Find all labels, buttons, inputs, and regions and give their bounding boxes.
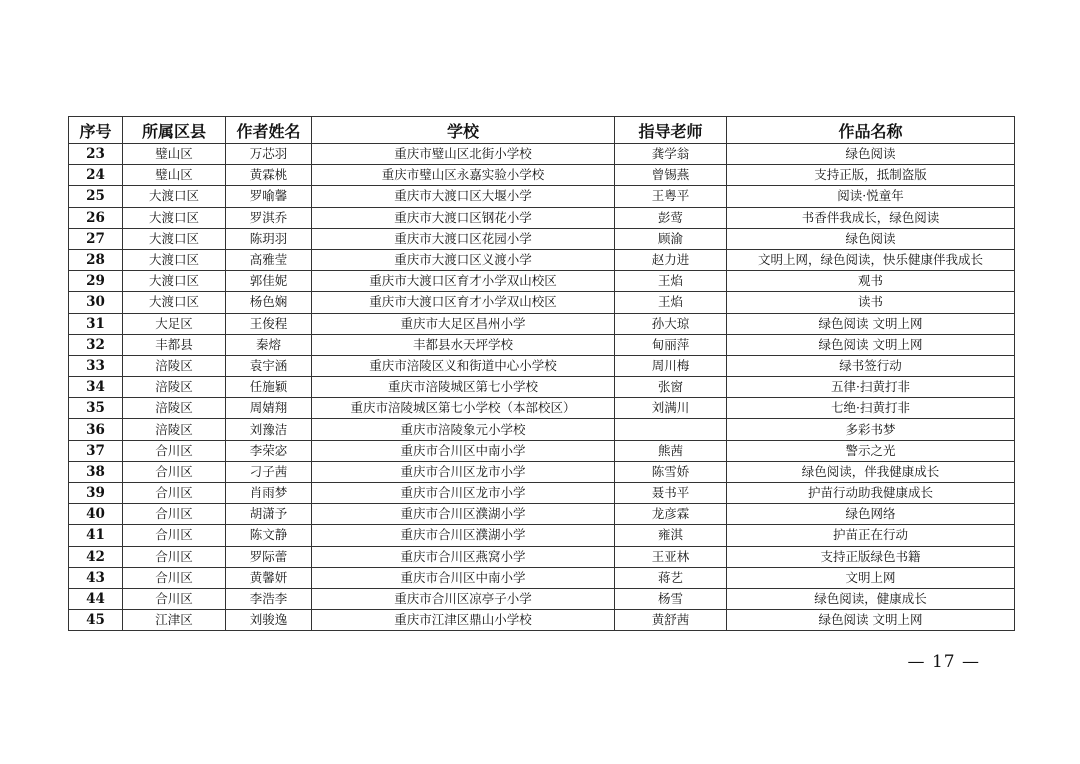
cell-school: 重庆市璧山区永嘉实验小学校 xyxy=(312,165,615,186)
table-row xyxy=(69,504,1015,525)
cell-instructor: 龚学翁 xyxy=(615,144,727,165)
cell-serial-number: 29 xyxy=(69,271,123,292)
cell-school: 重庆市合川区凉亭子小学 xyxy=(312,588,615,609)
cell-serial-number: 42 xyxy=(69,546,123,567)
cell-instructor: 甸丽萍 xyxy=(615,334,727,355)
table-row xyxy=(69,567,1015,588)
cell-work-title: 七绝·扫黄打非 xyxy=(727,398,1015,419)
cell-serial-number: 25 xyxy=(69,186,123,207)
cell-instructor: 黄舒茜 xyxy=(615,610,727,631)
cell-author-name: 刘豫洁 xyxy=(226,419,312,440)
cell-school: 重庆市大渡口区义渡小学 xyxy=(312,249,615,270)
cell-school: 重庆市合川区中南小学 xyxy=(312,440,615,461)
cell-instructor: 王焰 xyxy=(615,292,727,313)
table-row xyxy=(69,292,1015,313)
cell-school: 重庆市合川区龙市小学 xyxy=(312,483,615,504)
table-row xyxy=(69,249,1015,270)
table-row xyxy=(69,165,1015,186)
cell-school: 重庆市大渡口区育才小学双山校区 xyxy=(312,292,615,313)
cell-author-name: 陈玥羽 xyxy=(226,228,312,249)
cell-work-title: 护苗正在行动 xyxy=(727,525,1015,546)
cell-district: 璧山区 xyxy=(123,165,226,186)
cell-district: 合川区 xyxy=(123,567,226,588)
cell-work-title: 绿色阅读，伴我健康成长 xyxy=(727,461,1015,482)
cell-serial-number: 30 xyxy=(69,292,123,313)
table-row xyxy=(69,228,1015,249)
cell-school: 重庆市江津区鼎山小学校 xyxy=(312,610,615,631)
cell-work-title: 支持正版，抵制盗版 xyxy=(727,165,1015,186)
cell-work-title: 书香伴我成长，绿色阅读 xyxy=(727,207,1015,228)
cell-serial-number: 35 xyxy=(69,398,123,419)
header-work-title: 作品名称 xyxy=(727,117,1015,144)
cell-serial-number: 33 xyxy=(69,355,123,376)
cell-author-name: 万芯羽 xyxy=(226,144,312,165)
cell-instructor: 顾渝 xyxy=(615,228,727,249)
cell-serial-number: 44 xyxy=(69,588,123,609)
cell-instructor: 曾锡燕 xyxy=(615,165,727,186)
cell-instructor: 聂书平 xyxy=(615,483,727,504)
cell-district: 大渡口区 xyxy=(123,292,226,313)
cell-author-name: 高雅莹 xyxy=(226,249,312,270)
table-row xyxy=(69,207,1015,228)
cell-school: 重庆市合川区濮湖小学 xyxy=(312,525,615,546)
cell-district: 合川区 xyxy=(123,483,226,504)
cell-work-title: 五律·扫黄打非 xyxy=(727,377,1015,398)
cell-author-name: 袁宇涵 xyxy=(226,355,312,376)
cell-work-title: 绿色阅读 xyxy=(727,144,1015,165)
cell-district: 大渡口区 xyxy=(123,228,226,249)
cell-serial-number: 23 xyxy=(69,144,123,165)
cell-school: 重庆市合川区濮湖小学 xyxy=(312,504,615,525)
cell-serial-number: 27 xyxy=(69,228,123,249)
cell-district: 合川区 xyxy=(123,504,226,525)
cell-school: 重庆市大渡口区花园小学 xyxy=(312,228,615,249)
cell-author-name: 刘骏逸 xyxy=(226,610,312,631)
cell-instructor: 刘满川 xyxy=(615,398,727,419)
cell-instructor: 王焰 xyxy=(615,271,727,292)
table-row xyxy=(69,483,1015,504)
cell-serial-number: 40 xyxy=(69,504,123,525)
cell-school: 重庆市涪陵城区第七小学校 xyxy=(312,377,615,398)
cell-instructor: 王粤平 xyxy=(615,186,727,207)
cell-school: 重庆市大渡口区育才小学双山校区 xyxy=(312,271,615,292)
table-row xyxy=(69,440,1015,461)
cell-author-name: 任施颖 xyxy=(226,377,312,398)
cell-serial-number: 41 xyxy=(69,525,123,546)
cell-author-name: 黄霖桃 xyxy=(226,165,312,186)
table-body xyxy=(69,144,1015,631)
cell-work-title: 绿色网络 xyxy=(727,504,1015,525)
cell-school: 重庆市涪陵城区第七小学校（本部校区） xyxy=(312,398,615,419)
header-instructor: 指导老师 xyxy=(615,117,727,144)
cell-school: 重庆市大渡口区钢花小学 xyxy=(312,207,615,228)
cell-district: 大足区 xyxy=(123,313,226,334)
cell-work-title: 绿色阅读 文明上网 xyxy=(727,334,1015,355)
cell-district: 合川区 xyxy=(123,588,226,609)
cell-work-title: 多彩书梦 xyxy=(727,419,1015,440)
cell-district: 涪陵区 xyxy=(123,398,226,419)
cell-district: 涪陵区 xyxy=(123,355,226,376)
cell-school: 重庆市涪陵象元小学校 xyxy=(312,419,615,440)
cell-serial-number: 31 xyxy=(69,313,123,334)
cell-serial-number: 39 xyxy=(69,483,123,504)
table-row xyxy=(69,377,1015,398)
cell-instructor: 孙大琼 xyxy=(615,313,727,334)
cell-author-name: 罗喻馨 xyxy=(226,186,312,207)
cell-district: 大渡口区 xyxy=(123,207,226,228)
cell-author-name: 肖雨梦 xyxy=(226,483,312,504)
cell-school: 重庆市合川区燕窝小学 xyxy=(312,546,615,567)
table-row xyxy=(69,144,1015,165)
cell-work-title: 绿色阅读 文明上网 xyxy=(727,610,1015,631)
cell-author-name: 罗际蕾 xyxy=(226,546,312,567)
cell-work-title: 支持正版绿色书籍 xyxy=(727,546,1015,567)
cell-author-name: 黄馨妍 xyxy=(226,567,312,588)
cell-district: 璧山区 xyxy=(123,144,226,165)
cell-instructor: 彭莺 xyxy=(615,207,727,228)
cell-district: 涪陵区 xyxy=(123,377,226,398)
table-row xyxy=(69,461,1015,482)
cell-school: 丰都县水天坪学校 xyxy=(312,334,615,355)
cell-district: 合川区 xyxy=(123,525,226,546)
cell-work-title: 观书 xyxy=(727,271,1015,292)
cell-district: 合川区 xyxy=(123,440,226,461)
cell-work-title: 文明上网 xyxy=(727,567,1015,588)
cell-work-title: 文明上网，绿色阅读，快乐健康伴我成长 xyxy=(727,249,1015,270)
cell-instructor: 龙彦霖 xyxy=(615,504,727,525)
cell-school: 重庆市涪陵区义和街道中心小学校 xyxy=(312,355,615,376)
table-row xyxy=(69,398,1015,419)
table-row xyxy=(69,186,1015,207)
cell-serial-number: 45 xyxy=(69,610,123,631)
table-row xyxy=(69,610,1015,631)
cell-instructor: 杨雪 xyxy=(615,588,727,609)
cell-instructor: 张窗 xyxy=(615,377,727,398)
cell-author-name: 李荣宓 xyxy=(226,440,312,461)
cell-school: 重庆市合川区中南小学 xyxy=(312,567,615,588)
table-row xyxy=(69,355,1015,376)
cell-work-title: 警示之光 xyxy=(727,440,1015,461)
cell-instructor: 熊茜 xyxy=(615,440,727,461)
cell-work-title: 绿色阅读 xyxy=(727,228,1015,249)
cell-instructor: 王亚林 xyxy=(615,546,727,567)
cell-author-name: 陈文静 xyxy=(226,525,312,546)
cell-district: 大渡口区 xyxy=(123,271,226,292)
table-row xyxy=(69,525,1015,546)
table-row xyxy=(69,313,1015,334)
cell-work-title: 阅读·悦童年 xyxy=(727,186,1015,207)
cell-district: 大渡口区 xyxy=(123,186,226,207)
cell-school: 重庆市璧山区北街小学校 xyxy=(312,144,615,165)
table-row xyxy=(69,588,1015,609)
cell-serial-number: 38 xyxy=(69,461,123,482)
cell-district: 丰都县 xyxy=(123,334,226,355)
cell-serial-number: 37 xyxy=(69,440,123,461)
cell-school: 重庆市合川区龙市小学 xyxy=(312,461,615,482)
cell-school: 重庆市大足区昌州小学 xyxy=(312,313,615,334)
cell-serial-number: 26 xyxy=(69,207,123,228)
table-row xyxy=(69,546,1015,567)
cell-work-title: 绿色阅读，健康成长 xyxy=(727,588,1015,609)
page-number: — 17 — xyxy=(907,652,980,672)
cell-author-name: 杨色娴 xyxy=(226,292,312,313)
cell-district: 大渡口区 xyxy=(123,249,226,270)
cell-instructor xyxy=(615,419,727,440)
cell-instructor: 雍淇 xyxy=(615,525,727,546)
cell-work-title: 护苗行动助我健康成长 xyxy=(727,483,1015,504)
cell-school: 重庆市大渡口区大堰小学 xyxy=(312,186,615,207)
cell-author-name: 郭佳妮 xyxy=(226,271,312,292)
cell-instructor: 周川梅 xyxy=(615,355,727,376)
cell-district: 合川区 xyxy=(123,546,226,567)
cell-work-title: 绿色阅读 文明上网 xyxy=(727,313,1015,334)
cell-instructor: 陈雪娇 xyxy=(615,461,727,482)
cell-author-name: 李浩李 xyxy=(226,588,312,609)
cell-author-name: 周婧翔 xyxy=(226,398,312,419)
table-row xyxy=(69,334,1015,355)
cell-author-name: 秦熔 xyxy=(226,334,312,355)
cell-serial-number: 43 xyxy=(69,567,123,588)
table-header-row xyxy=(69,117,1015,144)
cell-instructor: 蒋艺 xyxy=(615,567,727,588)
cell-instructor: 赵力进 xyxy=(615,249,727,270)
cell-serial-number: 36 xyxy=(69,419,123,440)
cell-author-name: 王俊程 xyxy=(226,313,312,334)
cell-author-name: 刁子茜 xyxy=(226,461,312,482)
table-row xyxy=(69,419,1015,440)
cell-serial-number: 24 xyxy=(69,165,123,186)
cell-serial-number: 32 xyxy=(69,334,123,355)
header-school: 学校 xyxy=(312,117,615,144)
cell-work-title: 读书 xyxy=(727,292,1015,313)
header-serial-number: 序号 xyxy=(69,117,123,144)
awards-table xyxy=(68,116,1015,631)
cell-work-title: 绿书签行动 xyxy=(727,355,1015,376)
cell-serial-number: 28 xyxy=(69,249,123,270)
table-row xyxy=(69,271,1015,292)
cell-district: 涪陵区 xyxy=(123,419,226,440)
cell-author-name: 胡潇予 xyxy=(226,504,312,525)
cell-district: 江津区 xyxy=(123,610,226,631)
header-district: 所属区县 xyxy=(123,117,226,144)
cell-serial-number: 34 xyxy=(69,377,123,398)
cell-district: 合川区 xyxy=(123,461,226,482)
header-author-name: 作者姓名 xyxy=(226,117,312,144)
cell-author-name: 罗淇乔 xyxy=(226,207,312,228)
